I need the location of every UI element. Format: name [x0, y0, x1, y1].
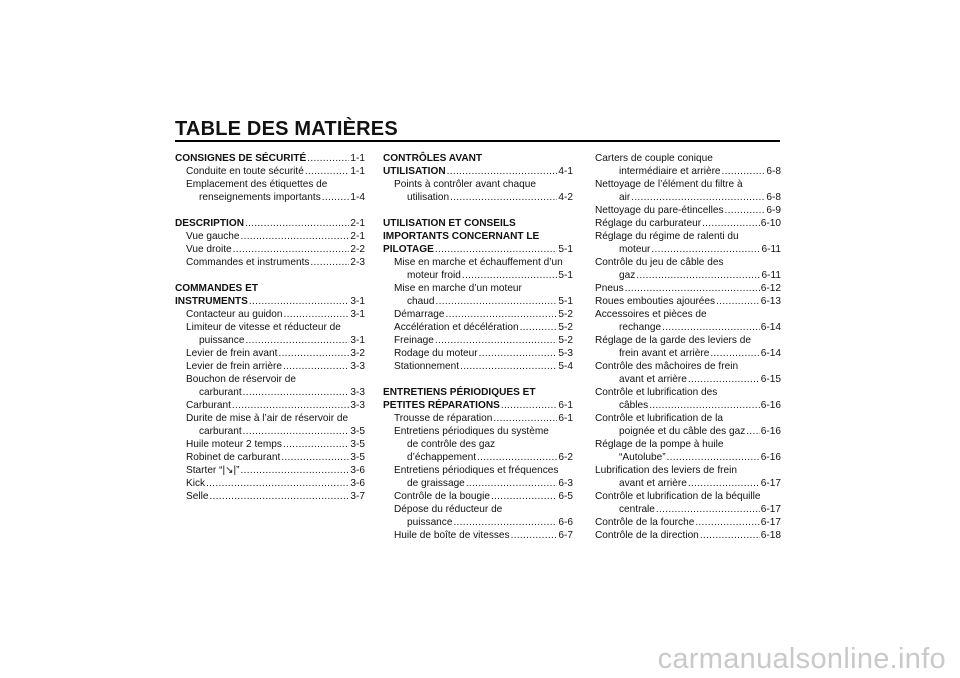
toc-entry-label: Rodage du moteur — [394, 348, 478, 359]
toc-leader-dots — [479, 347, 558, 360]
toc-entry[interactable] — [595, 425, 781, 438]
toc-entry-label: puissance — [407, 517, 453, 528]
toc-page-number: 3-5 — [350, 439, 365, 450]
toc-entry-label: Huile de boîte de vitesses — [394, 530, 510, 541]
toc-entry-label: centrale — [619, 504, 655, 515]
toc-entry[interactable] — [175, 191, 365, 204]
toc-leader-dots — [493, 412, 557, 425]
toc-page-number: 6-16 — [760, 452, 781, 463]
toc-entry-label: Accessoires et pièces de — [595, 309, 707, 320]
toc-page-number: 5-2 — [558, 309, 573, 320]
toc-page-number: 3-7 — [350, 491, 365, 502]
toc-entry — [595, 438, 781, 451]
toc-page-number: 5-2 — [558, 322, 573, 333]
toc-page-number: 6-2 — [558, 452, 573, 463]
toc-entry[interactable] — [383, 334, 573, 347]
toc-page-number: 3-2 — [350, 348, 365, 359]
toc-entry-label: Entretiens périodiques du système — [394, 426, 549, 437]
toc-page-number: 5-2 — [558, 335, 573, 346]
toc-leader-dots — [450, 191, 557, 204]
toc-leader-dots — [651, 243, 760, 256]
toc-leader-dots — [245, 217, 349, 230]
toc-page-number: 6-15 — [760, 374, 781, 385]
toc-entry-label: Levier de frein arrière — [186, 361, 282, 372]
section-gap — [383, 204, 573, 217]
toc-entry-label: Points à contrôler avant chaque — [394, 179, 536, 190]
toc-leader-dots — [245, 334, 349, 347]
toc-entry-label: de contrôle des gaz — [407, 439, 496, 450]
toc-entry — [175, 373, 365, 386]
toc-entry[interactable] — [383, 451, 573, 464]
toc-entry[interactable] — [175, 399, 365, 412]
toc-page-number: 2-3 — [350, 257, 365, 268]
toc-leader-dots — [310, 256, 349, 269]
toc-entry-label: Selle — [186, 491, 209, 502]
toc-entry-label: Contacteur au guidon — [186, 309, 283, 320]
toc-entry — [595, 412, 781, 425]
toc-entry — [595, 308, 781, 321]
toc-entry-label: moteur froid — [407, 270, 461, 281]
toc-leader-dots — [462, 269, 558, 282]
toc-entry — [595, 152, 781, 165]
section-gap — [383, 373, 573, 386]
toc-page-number: 6-17 — [760, 517, 781, 528]
toc-page-number: 6-14 — [760, 322, 781, 333]
toc-page-number: 6-1 — [558, 400, 573, 411]
toc-leader-dots — [688, 477, 760, 490]
toc-entry-label: Nettoyage de l’élément du filtre à — [595, 179, 743, 190]
toc-leader-dots — [243, 425, 350, 438]
toc-entry-label: Contrôle et lubrification des — [595, 387, 718, 398]
toc-leader-dots — [466, 477, 558, 490]
toc-entry[interactable] — [175, 386, 365, 399]
toc-leader-dots — [460, 360, 557, 373]
toc-leader-dots — [511, 529, 558, 542]
toc-entry[interactable] — [595, 282, 781, 295]
toc-entry-label: avant et arrière — [619, 478, 687, 489]
toc-page-number: 3-6 — [350, 478, 365, 489]
toc-entry-label: Contrôle de la bougie — [394, 491, 490, 502]
toc-entry[interactable] — [383, 516, 573, 529]
toc-page-number: 3-3 — [350, 361, 365, 372]
toc-page-number: 6-1 — [558, 413, 573, 424]
toc-entry-label: CONTRÔLES AVANT — [383, 153, 483, 164]
toc-entry[interactable] — [383, 412, 573, 425]
toc-entry — [595, 386, 781, 399]
toc-page-number: 6-13 — [760, 296, 781, 307]
toc-page-number: 3-3 — [350, 400, 365, 411]
toc-entry-label: Huile moteur 2 temps — [186, 439, 282, 450]
toc-entry-label: gaz — [619, 270, 636, 281]
toc-page-number: 3-5 — [350, 426, 365, 437]
toc-entry[interactable] — [175, 451, 365, 464]
toc-page-number: 4-2 — [558, 192, 573, 203]
toc-leader-dots — [436, 295, 558, 308]
toc-page-number: 4-1 — [558, 166, 573, 177]
toc-page-number: 3-1 — [350, 296, 365, 307]
toc-column-2 — [383, 152, 573, 542]
toc-entry — [383, 503, 573, 516]
toc-leader-dots — [307, 152, 349, 165]
toc-page-number: 6-12 — [760, 283, 781, 294]
toc-entry-label: PILOTAGE — [383, 244, 434, 255]
toc-leader-dots — [241, 230, 350, 243]
toc-leader-dots — [667, 451, 760, 464]
toc-entry[interactable] — [595, 503, 781, 516]
toc-entry[interactable] — [175, 490, 365, 503]
toc-entry[interactable] — [595, 347, 781, 360]
toc-entry[interactable] — [383, 347, 573, 360]
toc-leader-dots — [453, 516, 557, 529]
toc-entry-label: Lubrification des leviers de frein — [595, 465, 737, 476]
toc-entry[interactable] — [383, 308, 573, 321]
toc-entry-label: Carters de couple conique — [595, 153, 713, 164]
toc-entry-label: Bouchon de réservoir de — [186, 374, 296, 385]
toc-page-number: 5-4 — [558, 361, 573, 372]
toc-leader-dots — [702, 217, 760, 230]
toc-entry-label: frein avant et arrière — [619, 348, 710, 359]
toc-page-number: 6-10 — [760, 218, 781, 229]
toc-entry[interactable] — [175, 438, 365, 451]
toc-entry-label: Commandes et instruments — [186, 257, 310, 268]
toc-leader-dots — [501, 399, 558, 412]
toc-column-1 — [175, 152, 365, 503]
toc-entry[interactable] — [175, 230, 365, 243]
toc-section-heading[interactable] — [175, 295, 365, 308]
toc-page-number: 6-17 — [760, 478, 781, 489]
toc-leader-dots — [284, 308, 350, 321]
toc-page-number: 6-11 — [761, 244, 781, 255]
toc-entry[interactable] — [175, 256, 365, 269]
toc-page-number: 6-16 — [760, 426, 781, 437]
toc-entry[interactable] — [595, 321, 781, 334]
toc-entry[interactable] — [383, 269, 573, 282]
toc-entry[interactable] — [383, 321, 573, 334]
toc-page-number: 3-6 — [350, 465, 365, 476]
toc-entry-label: Conduite en toute sécurité — [186, 166, 304, 177]
toc-leader-dots — [625, 282, 760, 295]
toc-entry[interactable] — [595, 269, 781, 282]
toc-page-number: 5-1 — [558, 296, 573, 307]
toc-entry — [595, 334, 781, 347]
toc-entry[interactable] — [175, 464, 365, 477]
toc-entry[interactable] — [595, 373, 781, 386]
toc-leader-dots — [322, 191, 350, 204]
toc-entry-label: Pneus — [595, 283, 624, 294]
toc-leader-dots — [232, 399, 350, 412]
toc-entry[interactable] — [383, 191, 573, 204]
toc-leader-dots — [746, 425, 760, 438]
toc-leader-dots — [435, 334, 558, 347]
toc-entry — [383, 178, 573, 191]
toc-entry-label: Démarrage — [394, 309, 445, 320]
toc-entry-label: Vue droite — [186, 244, 232, 255]
toc-entry — [595, 256, 781, 269]
toc-entry — [595, 490, 781, 503]
toc-entry-label: poignée et du câble des gaz — [619, 426, 746, 437]
toc-entry-label: IMPORTANTS CONCERNANT LE — [383, 231, 540, 242]
toc-entry-label: COMMANDES ET — [175, 283, 258, 294]
toc-entry-label: Emplacement des étiquettes de — [186, 179, 328, 190]
toc-entry-label: ENTRETIENS PÉRIODIQUES ET — [383, 387, 536, 398]
toc-entry-label: puissance — [199, 335, 245, 346]
toc-page-number: 6-9 — [766, 205, 781, 216]
toc-page-number: 1-4 — [350, 192, 365, 203]
toc-page-number: 6-7 — [558, 530, 573, 541]
toc-entry-label: Contrôle de la fourche — [595, 517, 695, 528]
toc-entry-label: de graissage — [407, 478, 465, 489]
toc-page-number: 5-1 — [558, 244, 573, 255]
toc-entry-label: Réglage de la pompe à huile — [595, 439, 724, 450]
toc-leader-dots — [662, 321, 760, 334]
toc-leader-dots — [209, 490, 349, 503]
toc-entry-label: Accélération et décélération — [394, 322, 519, 333]
toc-leader-dots — [631, 191, 765, 204]
toc-entry — [383, 464, 573, 477]
toc-section-heading[interactable] — [383, 165, 573, 178]
toc-leader-dots — [446, 308, 558, 321]
toc-entry-label: Kick — [186, 478, 206, 489]
toc-leader-dots — [281, 451, 349, 464]
toc-entry[interactable] — [595, 529, 781, 542]
toc-section-heading[interactable] — [383, 243, 573, 256]
toc-entry-label: DESCRIPTION — [175, 218, 244, 229]
toc-entry-label: Contrôle du jeu de câble des — [595, 257, 724, 268]
toc-leader-dots — [249, 295, 350, 308]
toc-page-number: 2-1 — [350, 218, 365, 229]
toc-entry-label: carburant — [199, 387, 242, 398]
toc-entry[interactable] — [175, 360, 365, 373]
toc-page-number: 6-16 — [760, 400, 781, 411]
toc-leader-dots — [725, 204, 766, 217]
toc-entry-label: câbles — [619, 400, 649, 411]
section-gap — [175, 269, 365, 282]
toc-entry[interactable] — [383, 360, 573, 373]
toc-entry-label: Réglage du régime de ralenti du — [595, 231, 739, 242]
toc-entry[interactable] — [595, 477, 781, 490]
toc-page-number: 2-2 — [350, 244, 365, 255]
toc-entry-label: INSTRUMENTS — [175, 296, 248, 307]
toc-entry[interactable] — [595, 451, 781, 464]
toc-leader-dots — [688, 373, 760, 386]
toc-page-number: 6-5 — [558, 491, 573, 502]
toc-leader-dots — [477, 451, 557, 464]
toc-entry-label: carburant — [199, 426, 242, 437]
toc-page-number: 2-1 — [350, 231, 365, 242]
toc-entry-label: utilisation — [407, 192, 450, 203]
toc-leader-dots — [243, 386, 350, 399]
toc-section-heading — [383, 217, 573, 230]
toc-entry[interactable] — [595, 243, 781, 256]
toc-section-heading[interactable] — [175, 152, 365, 165]
toc-leader-dots — [656, 503, 760, 516]
toc-leader-dots — [700, 529, 760, 542]
toc-entry — [383, 438, 573, 451]
toc-entry-label: Dépose du réducteur de — [394, 504, 503, 515]
toc-entry-label: CONSIGNES DE SÉCURITÉ — [175, 153, 307, 164]
toc-entry[interactable] — [175, 347, 365, 360]
toc-entry-label: Vue gauche — [186, 231, 240, 242]
toc-entry-label: UTILISATION ET CONSEILS — [383, 218, 516, 229]
toc-entry-label: Nettoyage du pare-étincelles — [595, 205, 724, 216]
toc-section-heading[interactable] — [175, 217, 365, 230]
toc-page-number: 6-17 — [760, 504, 781, 515]
toc-entry[interactable] — [595, 204, 781, 217]
toc-leader-dots — [206, 477, 349, 490]
toc-entry-label: rechange — [619, 322, 662, 333]
toc-entry — [595, 230, 781, 243]
toc-entry-label: Mise en marche d’un moteur — [394, 283, 522, 294]
toc-page-number: 6-3 — [558, 478, 573, 489]
toc-entry[interactable] — [595, 191, 781, 204]
toc-page-number: 3-5 — [350, 452, 365, 463]
toc-entry-label: Réglage de la garde des leviers de — [595, 335, 751, 346]
toc-section-heading — [383, 152, 573, 165]
title-rule — [175, 140, 780, 142]
toc-page-number: 6-8 — [766, 192, 781, 203]
toc-entry — [595, 360, 781, 373]
toc-page-number: 6-11 — [761, 270, 781, 281]
toc-leader-dots — [695, 516, 759, 529]
toc-column-3 — [595, 152, 781, 542]
toc-entry[interactable] — [175, 165, 365, 178]
toc-leader-dots — [722, 165, 766, 178]
toc-page-number: 1-1 — [350, 166, 365, 177]
toc-entry-label: Carburant — [186, 400, 231, 411]
toc-entry-label: renseignements importants — [199, 192, 321, 203]
toc-page-number: 6-18 — [760, 530, 781, 541]
toc-entry[interactable] — [383, 477, 573, 490]
toc-leader-dots — [283, 438, 349, 451]
toc-entry[interactable] — [595, 217, 781, 230]
toc-entry[interactable] — [595, 295, 781, 308]
toc-entry[interactable] — [383, 295, 573, 308]
toc-leader-dots — [649, 399, 760, 412]
toc-entry — [595, 178, 781, 191]
toc-page-number: 6-6 — [558, 517, 573, 528]
toc-entry-label: Durite de mise à l’air de réservoir de — [186, 413, 349, 424]
toc-entry-label: Levier de frein avant — [186, 348, 278, 359]
toc-entry — [175, 178, 365, 191]
toc-entry[interactable] — [175, 243, 365, 256]
toc-entry-label: d’échappement — [407, 452, 477, 463]
toc-leader-dots — [305, 165, 350, 178]
toc-leader-dots — [520, 321, 558, 334]
toc-leader-dots — [710, 347, 759, 360]
toc-page-number: 5-3 — [558, 348, 573, 359]
toc-entry-label: Contrôle des mâchoires de frein — [595, 361, 739, 372]
toc-leader-dots — [716, 295, 760, 308]
toc-entry — [383, 256, 573, 269]
section-gap — [175, 204, 365, 217]
toc-entry-label: Réglage du carburateur — [595, 218, 702, 229]
toc-entry — [175, 412, 365, 425]
toc-leader-dots — [233, 243, 350, 256]
toc-leader-dots — [491, 490, 557, 503]
toc-entry-label: Mise en marche et échauffement d’un — [394, 257, 563, 268]
toc-page-number: 6-8 — [766, 166, 781, 177]
toc-section-heading — [383, 230, 573, 243]
toc-leader-dots — [435, 243, 558, 256]
toc-entry-label: air — [619, 192, 631, 203]
toc-entry — [383, 282, 573, 295]
toc-section-heading[interactable] — [383, 399, 573, 412]
toc-page-number: 3-1 — [350, 309, 365, 320]
toc-entry[interactable] — [175, 477, 365, 490]
toc-leader-dots — [278, 347, 349, 360]
toc-page-number: 3-3 — [350, 387, 365, 398]
toc-entry-label: Freinage — [394, 335, 434, 346]
toc-entry-label: Contrôle et lubrification de la béquille — [595, 491, 761, 502]
toc-entry-label: Trousse de réparation — [394, 413, 493, 424]
toc-entry — [595, 464, 781, 477]
toc-entry[interactable] — [595, 165, 781, 178]
toc-leader-dots — [447, 165, 558, 178]
toc-page-number: 6-14 — [760, 348, 781, 359]
toc-entry-label: Roues embouties ajourées — [595, 296, 716, 307]
toc-entry[interactable] — [175, 334, 365, 347]
toc-entry[interactable] — [383, 529, 573, 542]
toc-entry-label: chaud — [407, 296, 435, 307]
toc-leader-dots — [241, 464, 350, 477]
toc-entry-label: avant et arrière — [619, 374, 687, 385]
toc-entry-label: PETITES RÉPARATIONS — [383, 400, 500, 411]
toc-leader-dots — [636, 269, 760, 282]
toc-entry-label: Contrôle et lubrification de la — [595, 413, 723, 424]
toc-entry-label: “Autolube” — [619, 452, 666, 463]
toc-entry-label: Entretiens périodiques et fréquences — [394, 465, 559, 476]
toc-entry[interactable] — [595, 516, 781, 529]
toc-leader-dots — [283, 360, 349, 373]
toc-entry — [175, 321, 365, 334]
toc-section-heading — [383, 386, 573, 399]
toc-entry — [383, 425, 573, 438]
toc-entry[interactable] — [175, 425, 365, 438]
toc-page-number: 1-1 — [350, 153, 365, 164]
toc-entry-label: Stationnement — [394, 361, 460, 372]
toc-entry-label: Contrôle de la direction — [595, 530, 699, 541]
toc-page-number: 5-1 — [558, 270, 573, 281]
toc-page-number: 3-1 — [350, 335, 365, 346]
toc-entry-label: UTILISATION — [383, 166, 446, 177]
page-title: TABLE DES MATIÈRES — [175, 118, 398, 140]
toc-entry[interactable] — [595, 399, 781, 412]
toc-section-heading — [175, 282, 365, 295]
toc-entry-label: moteur — [619, 244, 651, 255]
toc-entry[interactable] — [383, 490, 573, 503]
toc-entry-label: Starter “|↘|” — [186, 465, 240, 476]
toc-entry-label: Robinet de carburant — [186, 452, 281, 463]
toc-entry-label: Limiteur de vitesse et réducteur de — [186, 322, 341, 333]
toc-entry-label: intermédiaire et arrière — [619, 166, 721, 177]
toc-entry[interactable] — [175, 308, 365, 321]
watermark: carmanualsonline.info — [657, 643, 946, 675]
